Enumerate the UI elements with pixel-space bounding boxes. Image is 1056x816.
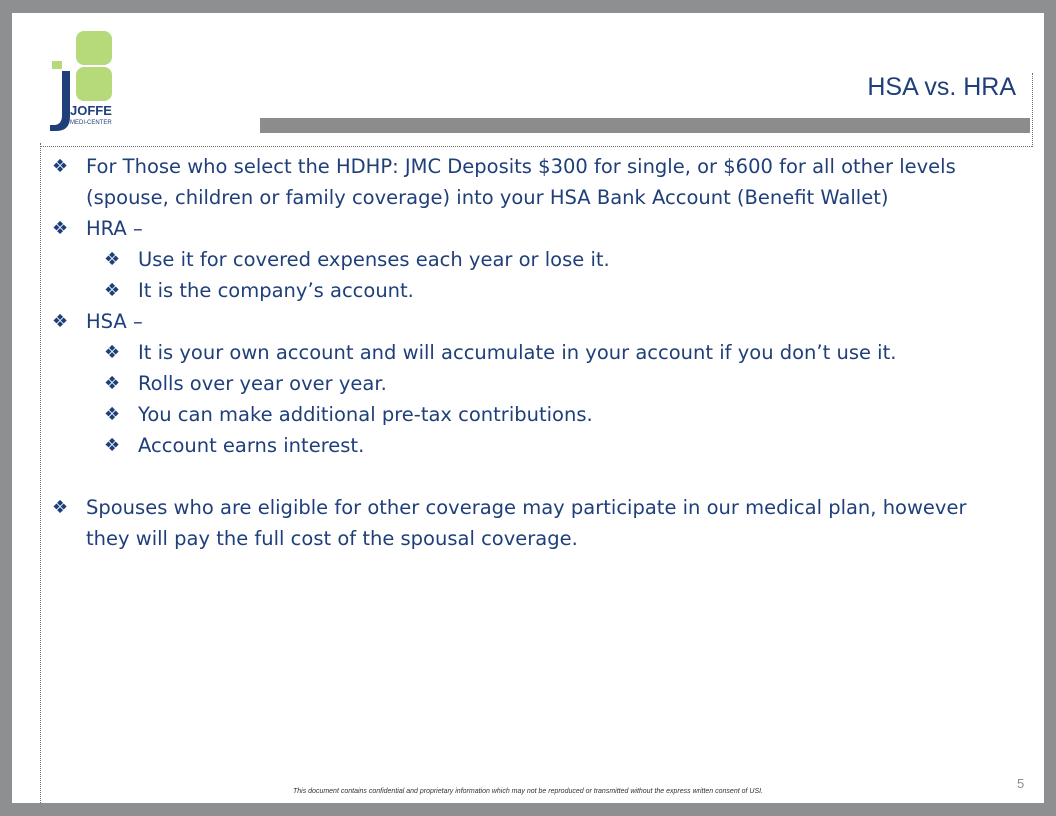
diamond-bullet-icon: ❖ xyxy=(52,156,69,177)
diamond-bullet-icon: ❖ xyxy=(104,280,121,301)
bullet-text: It is your own account and will accumulate in your account if you don’t use it. xyxy=(138,341,897,364)
diamond-bullet-icon: ❖ xyxy=(52,311,69,332)
bullet-text: Account earns interest. xyxy=(138,434,365,457)
bullet-text: HSA – xyxy=(86,310,143,333)
bullet-text: Spouses who are eligible for other coverage may participate in our medical plan, however they will pay the full cost of the spousal coverage. xyxy=(86,496,967,550)
diamond-bullet-icon: ❖ xyxy=(104,373,121,394)
right-dotted-divider xyxy=(1032,73,1033,147)
confidentiality-footer: This document contains confidential and proprietary information which may not be reproduced or transmitted without the express written consent of USI. xyxy=(292,788,764,795)
diamond-bullet-icon: ❖ xyxy=(104,435,121,456)
sub-bullet-item xyxy=(104,275,1012,306)
sub-bullet-item xyxy=(104,244,1012,275)
bullet-text: Use it for covered expenses each year or lose it. xyxy=(138,248,610,271)
bullet-text: For Those who select the HDHP: JMC Deposits $300 for single, or $600 for all other levels (spouse, children or family coverage) into your HSA Bank Account (Benefit Wallet) xyxy=(86,155,956,209)
bullet-item-hdhp-deposit xyxy=(52,151,1012,213)
diamond-bullet-icon: ❖ xyxy=(52,497,69,518)
logo-main-text: JOFFE xyxy=(70,103,112,118)
diamond-bullet-icon: ❖ xyxy=(104,249,121,270)
joffe-medi-center-logo xyxy=(48,31,114,137)
diamond-bullet-icon: ❖ xyxy=(104,404,121,425)
bullet-item-hsa xyxy=(52,306,1012,337)
sub-bullet-item xyxy=(104,337,1012,368)
diamond-bullet-icon: ❖ xyxy=(52,218,69,239)
title-underline-bar xyxy=(260,118,1030,133)
top-dotted-divider xyxy=(40,146,1032,147)
left-dotted-divider xyxy=(40,143,41,803)
bullet-text: You can make additional pre-tax contributions. xyxy=(138,403,593,426)
bullet-text: Rolls over year over year. xyxy=(138,372,387,395)
bullet-item-spouses xyxy=(52,492,1012,554)
sub-bullet-item xyxy=(104,430,1012,461)
sub-bullet-item xyxy=(104,399,1012,430)
slide-title: HSA vs. HRA xyxy=(867,73,1016,101)
logo-sub-text: MEDI-CENTER xyxy=(70,120,112,126)
bullet-text: It is the company’s account. xyxy=(138,279,414,302)
sub-bullet-item xyxy=(104,368,1012,399)
bullet-text: HRA – xyxy=(86,217,143,240)
diamond-bullet-icon: ❖ xyxy=(104,342,121,363)
slide xyxy=(12,13,1044,803)
bullet-list xyxy=(52,151,1012,554)
page-number: 5 xyxy=(1017,776,1025,791)
bullet-item-hra xyxy=(52,213,1012,244)
